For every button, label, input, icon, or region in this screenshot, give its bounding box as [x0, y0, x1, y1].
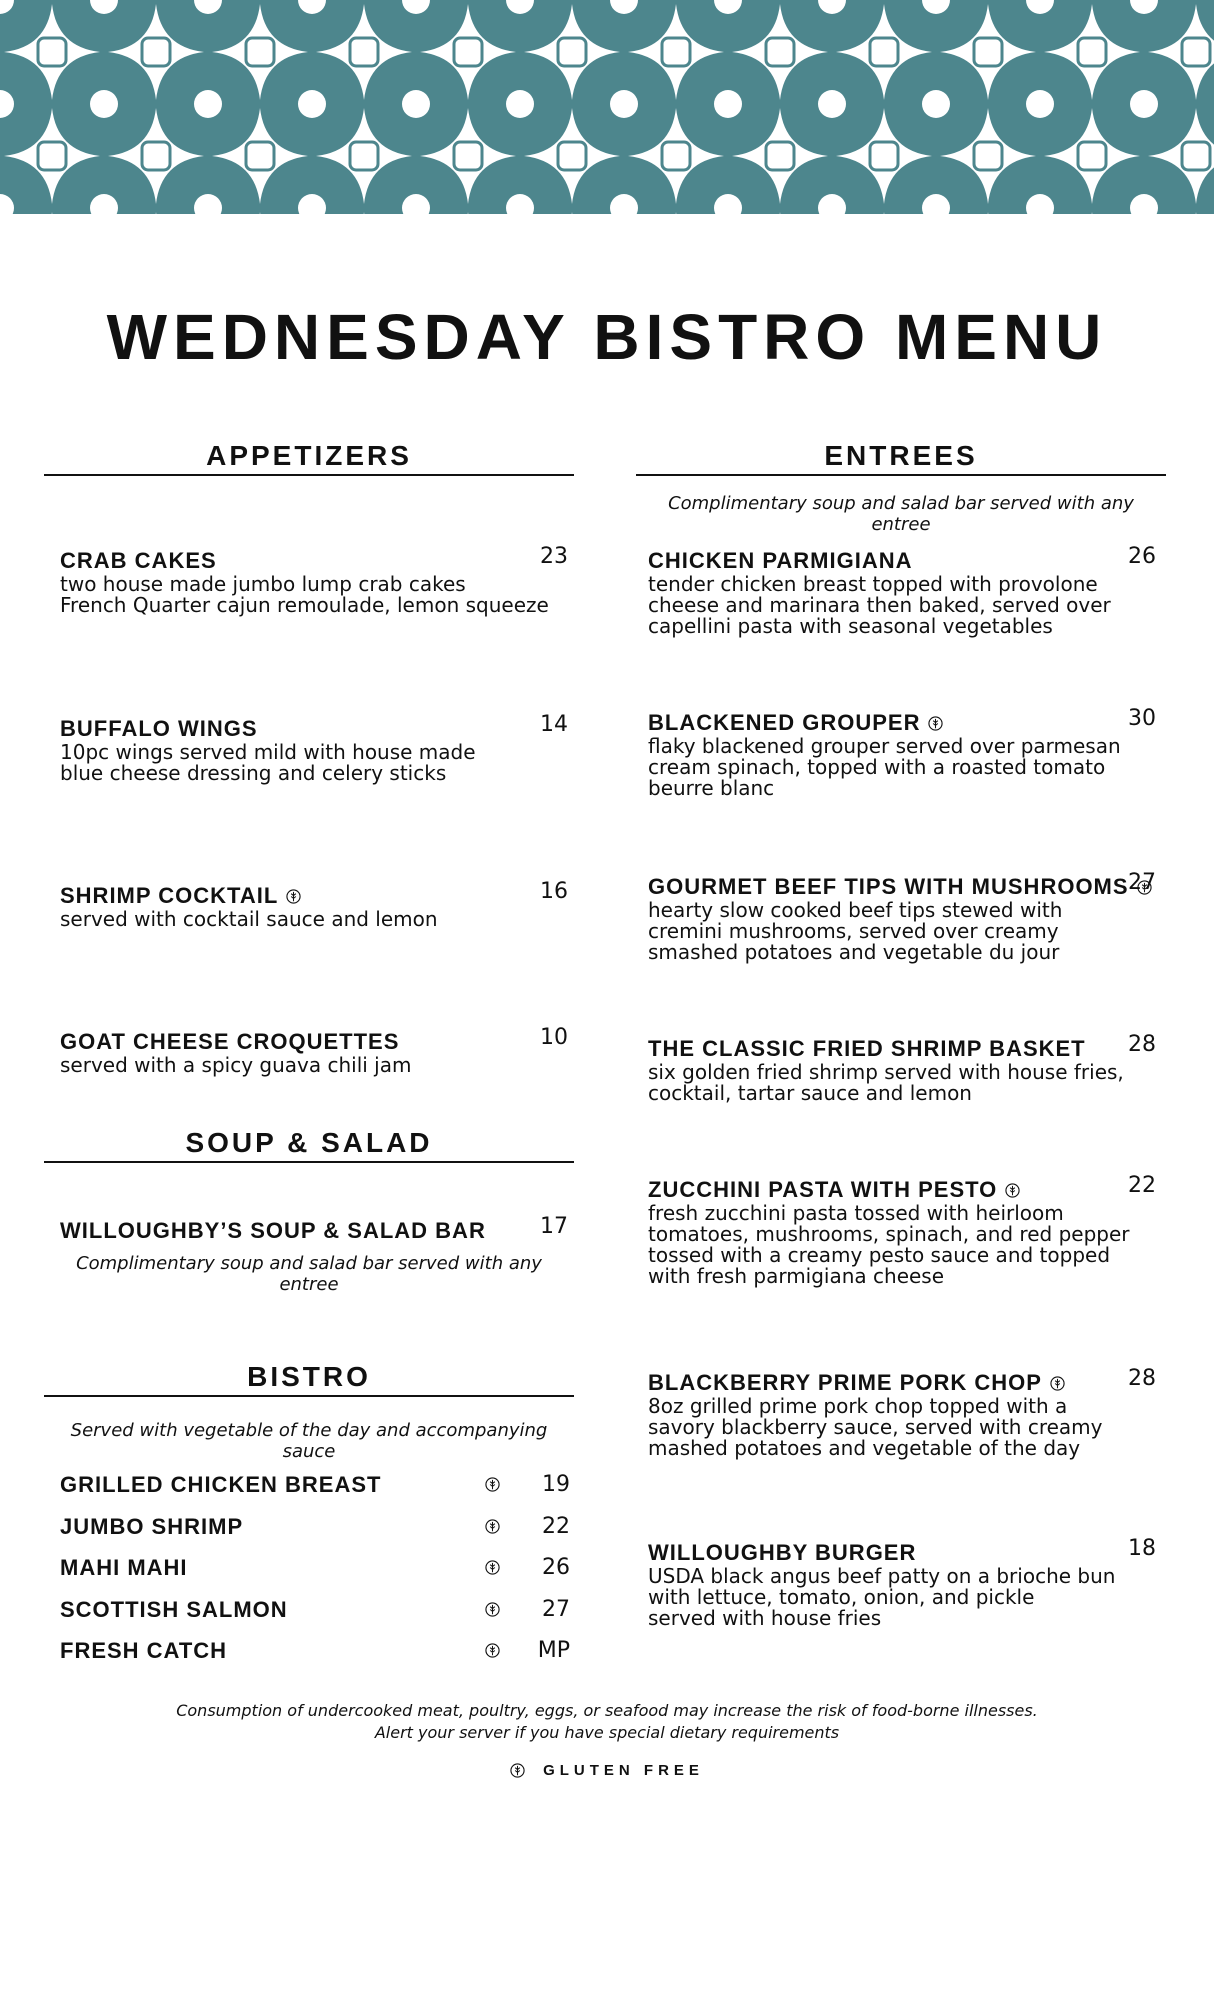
gluten-free-marker	[485, 1602, 500, 1622]
description-line: 8oz grilled prime pork chop topped with a	[648, 1394, 1068, 1418]
menu-item	[648, 544, 1168, 638]
menu-item-description	[648, 1062, 1168, 1104]
menu-item-name-label: SHRIMP COCKTAIL	[60, 883, 279, 908]
description-line: two house made jumbo lump crab cakes	[60, 572, 466, 596]
menu-item-description	[648, 900, 1168, 963]
bistro-item	[60, 1597, 570, 1629]
bistro-item	[60, 1472, 570, 1504]
gluten-free-legend-label: GLUTEN FREE	[543, 1762, 704, 1779]
menu-item-price: 23	[540, 544, 568, 569]
menu-item-price: 14	[540, 712, 568, 737]
entrees-divider	[636, 474, 1166, 476]
menu-item-name	[648, 1177, 1020, 1203]
soup-salad-note: Complimentary soup and salad bar served with any entree	[76, 1253, 542, 1295]
bistro-item-name: SCOTTISH SALMON	[60, 1597, 288, 1622]
gluten-free-icon	[1005, 1183, 1020, 1198]
description-line: 10pc wings served mild with house made	[60, 740, 476, 764]
menu-item-name	[648, 548, 912, 574]
menu-item-name	[648, 710, 943, 736]
menu-item-name-label: THE CLASSIC FRIED SHRIMP BASKET	[648, 1036, 1086, 1061]
gluten-free-marker	[485, 1477, 500, 1497]
menu-item-description	[60, 742, 580, 784]
soup-salad-heading: SOUP & SALAD	[185, 1127, 433, 1158]
menu-item-name-label: BLACKBERRY PRIME PORK CHOP	[648, 1370, 1042, 1395]
menu-item	[648, 1366, 1168, 1460]
bistro-note: Served with vegetable of the day and accompanying sauce	[70, 1420, 548, 1462]
menu-item-description	[648, 736, 1168, 799]
menu-item-name-label: WILLOUGHBY BURGER	[648, 1540, 917, 1565]
gluten-free-icon	[286, 889, 301, 904]
menu-item-price: 18	[1128, 1536, 1156, 1561]
menu-item	[60, 544, 580, 617]
menu-item-name-label: GOAT CHEESE CROQUETTES	[60, 1029, 400, 1054]
menu-item	[648, 706, 1168, 800]
bistro-item-name: MAHI MAHI	[60, 1555, 188, 1580]
description-line: beurre blanc	[648, 776, 775, 800]
menu-item-price: 30	[1128, 706, 1156, 731]
bistro-item-name: FRESH CATCH	[60, 1638, 228, 1663]
bistro-item-price: MP	[537, 1638, 570, 1663]
menu-item-name-label: GOURMET BEEF TIPS WITH MUSHROOMS	[648, 874, 1129, 899]
description-line: cream spinach, topped with a roasted tomato	[648, 755, 1106, 779]
bistro-item-name: GRILLED CHICKEN BREAST	[60, 1472, 382, 1497]
menu-item-description	[648, 1396, 1168, 1459]
menu-item-name	[648, 1370, 1065, 1396]
menu-item-description	[60, 909, 580, 930]
description-line: served with cocktail sauce and lemon	[60, 907, 438, 931]
gluten-free-marker	[485, 1519, 500, 1539]
description-line: tossed with a creamy pesto sauce and topped	[648, 1243, 1111, 1267]
soup-salad-bar-name: WILLOUGHBY’S SOUP & SALAD BAR	[60, 1218, 486, 1243]
description-line: served with a spicy guava chili jam	[60, 1053, 412, 1077]
gluten-free-icon	[510, 1763, 525, 1778]
bistro-item-price: 26	[542, 1555, 570, 1580]
menu-item	[648, 1536, 1168, 1630]
dietary-line: Alert your server if you have special dietary requirements	[374, 1723, 840, 1742]
description-line: capellini pasta with seasonal vegetables	[648, 614, 1053, 638]
entrees-note: Complimentary soup and salad bar served with any entree	[668, 493, 1134, 535]
bistro-divider	[44, 1395, 574, 1397]
gluten-free-icon	[485, 1602, 500, 1617]
menu-item-name-label: ZUCCHINI PASTA WITH PESTO	[648, 1177, 998, 1202]
description-line: USDA black angus beef patty on a brioche bun	[648, 1564, 1116, 1588]
description-line: French Quarter cajun remoulade, lemon squeeze	[60, 593, 549, 617]
menu-item	[648, 1032, 1168, 1105]
menu-item	[648, 870, 1168, 964]
menu-item-name-label: CRAB CAKES	[60, 548, 217, 573]
menu-item-name	[648, 1540, 916, 1566]
description-line: fresh zucchini pasta tossed with heirloom	[648, 1201, 1064, 1225]
gluten-free-icon	[1050, 1376, 1065, 1391]
menu-item-name	[648, 1036, 1086, 1062]
description-line: with lettuce, tomato, onion, and pickle	[648, 1585, 1035, 1609]
description-line: cremini mushrooms, served over creamy	[648, 919, 1059, 943]
menu-item-name	[60, 1029, 399, 1055]
menu-item-name-label: CHICKEN PARMIGIANA	[648, 548, 913, 573]
gluten-free-marker	[485, 1560, 500, 1580]
description-line: tender chicken breast topped with provolone	[648, 572, 1098, 596]
entrees-heading: ENTREES	[824, 440, 978, 471]
description-line: cheese and marinara then baked, served over	[648, 593, 1111, 617]
appetizers-divider	[44, 474, 574, 476]
menu-item	[60, 879, 580, 931]
menu-item	[648, 1173, 1168, 1288]
description-line: served with house fries	[648, 1606, 882, 1630]
gluten-free-icon	[485, 1477, 500, 1492]
menu-item-price: 28	[1128, 1032, 1156, 1057]
description-line: flaky blackened grouper served over parmesan	[648, 734, 1121, 758]
menu-item-price: 28	[1128, 1366, 1156, 1391]
menu-item-price: 22	[1128, 1173, 1156, 1198]
food-safety-notice	[0, 1700, 1214, 1744]
decorative-pattern-banner	[0, 0, 1214, 214]
description-line: cocktail, tartar sauce and lemon	[648, 1081, 972, 1105]
menu-item-name-label: BUFFALO WINGS	[60, 716, 258, 741]
description-line: smashed potatoes and vegetable du jour	[648, 940, 1060, 964]
gluten-free-icon	[485, 1643, 500, 1658]
bistro-item-price: 27	[542, 1597, 570, 1622]
bistro-item-price: 19	[542, 1472, 570, 1497]
gluten-free-icon	[928, 716, 943, 731]
menu-item-description	[648, 574, 1168, 637]
gluten-free-legend	[0, 1762, 1214, 1779]
appetizers-heading: APPETIZERS	[206, 440, 412, 471]
menu-item-name-label: BLACKENED GROUPER	[648, 710, 921, 735]
bistro-item-name: JUMBO SHRIMP	[60, 1514, 244, 1539]
menu-item-description	[648, 1566, 1168, 1629]
gluten-free-marker	[485, 1643, 500, 1663]
description-line: six golden fried shrimp served with house fries,	[648, 1060, 1124, 1084]
food-safety-line: Consumption of undercooked meat, poultry, eggs, or seafood may increase the risk of food-borne illnesses.	[176, 1701, 1038, 1720]
bistro-item	[60, 1638, 570, 1670]
menu-item	[60, 1025, 580, 1077]
menu-item-price: 26	[1128, 544, 1156, 569]
page-title: WEDNESDAY BISTRO MENU	[106, 301, 1108, 373]
gluten-free-icon	[485, 1560, 500, 1575]
description-line: blue cheese dressing and celery sticks	[60, 761, 447, 785]
menu-item	[60, 712, 580, 785]
menu-item-description	[60, 574, 580, 616]
description-line: savory blackberry sauce, served with creamy	[648, 1415, 1103, 1439]
description-line: mashed potatoes and vegetable of the day	[648, 1436, 1081, 1460]
description-line: with fresh parmigiana cheese	[648, 1264, 945, 1288]
bistro-item-price: 22	[542, 1514, 570, 1539]
menu-item-price: 10	[540, 1025, 568, 1050]
menu-item-name	[60, 716, 258, 742]
gluten-free-icon	[485, 1519, 500, 1534]
bistro-item	[60, 1555, 570, 1587]
description-line: hearty slow cooked beef tips stewed with	[648, 898, 1063, 922]
menu-item-description	[60, 1055, 580, 1076]
soup-salad-bar-price: 17	[540, 1214, 568, 1239]
menu-item-name	[60, 548, 217, 574]
soup-salad-divider	[44, 1161, 574, 1163]
menu-item-price: 16	[540, 879, 568, 904]
bistro-heading: BISTRO	[247, 1361, 371, 1392]
bistro-item	[60, 1514, 570, 1546]
menu-item-price: 27	[1128, 870, 1156, 895]
menu-item-name	[648, 874, 1152, 900]
menu-item-name	[60, 883, 301, 909]
menu-item-description	[648, 1203, 1168, 1287]
description-line: tomatoes, mushrooms, spinach, and red pepper	[648, 1222, 1130, 1246]
